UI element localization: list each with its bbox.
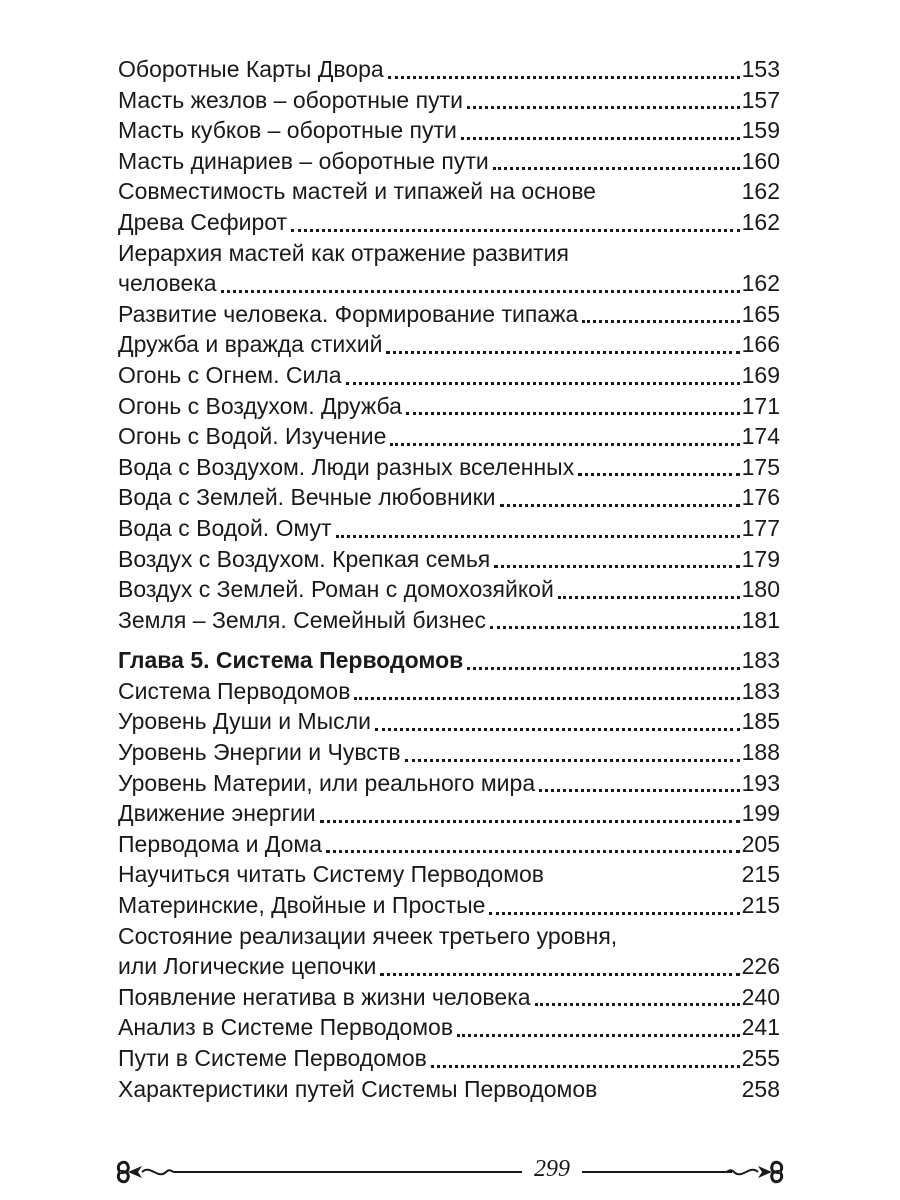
chapter-heading[interactable] <box>118 645 780 676</box>
toc-entry[interactable]: Иерархия мастей как отражение развития <box>118 239 569 266</box>
toc-entry-page: 180 <box>741 576 780 603</box>
toc-entry-page: 240 <box>741 983 780 1010</box>
toc-entry-page: 159 <box>741 117 780 144</box>
footer-rule-left <box>174 1171 522 1173</box>
toc-entry-title: Вода с Водой. Омут <box>118 514 332 541</box>
toc-entry-title: Материнские, Двойные и Простые <box>118 892 486 919</box>
toc-entry[interactable] <box>118 798 780 829</box>
chapter-title: Глава 5. Система Перводомов <box>118 647 464 674</box>
toc-group-1 <box>118 54 780 635</box>
toc-entry-page: 176 <box>741 484 780 511</box>
toc-entry-title: Вода с Землей. Вечные любовники <box>118 484 496 511</box>
toc-entry[interactable] <box>118 574 780 605</box>
dot-leader <box>346 382 740 385</box>
toc-entry[interactable] <box>118 829 780 860</box>
toc-entry-title: Уровень Души и Мысли <box>118 708 371 735</box>
toc-entry-title: Уровень Энергии и Чувств <box>118 739 401 766</box>
toc-entry-page: 166 <box>741 331 780 358</box>
toc-entry[interactable] <box>118 54 780 85</box>
toc-entry-title: Уровень Материи, или реального мира <box>118 769 536 796</box>
toc-entry-page: 165 <box>741 300 780 327</box>
toc-entry[interactable] <box>118 329 780 360</box>
dot-leader <box>493 167 740 170</box>
toc-entry-title: человека <box>118 270 217 297</box>
toc-entry[interactable] <box>118 268 780 299</box>
toc-entry-page: 215 <box>741 892 780 919</box>
footer-rule-right <box>582 1171 732 1173</box>
left-ornament-icon <box>112 1154 174 1190</box>
toc-entry[interactable] <box>118 890 780 921</box>
dot-leader <box>380 973 739 976</box>
toc-entry-page: 171 <box>741 392 780 419</box>
toc-entry[interactable] <box>118 1074 780 1105</box>
toc-entry-page: 193 <box>741 769 780 796</box>
dot-leader <box>494 565 739 568</box>
toc-entry-title: Вода с Воздухом. Люди разных вселенных <box>118 453 575 480</box>
dot-leader <box>431 1065 740 1068</box>
toc-entry-page: 199 <box>741 800 780 827</box>
toc-entry-title: Масть динариев – оборотные пути <box>118 147 489 174</box>
toc-entry[interactable] <box>118 1012 780 1043</box>
dot-leader <box>388 76 740 79</box>
dot-leader <box>405 759 740 762</box>
page-footer <box>112 1152 788 1192</box>
toc-entry-title: Научиться читать Систему Перводомов <box>118 861 545 888</box>
toc-entry-page: 179 <box>741 545 780 572</box>
dot-leader <box>461 137 740 140</box>
toc-entry-title: Характеристики путей Системы Перводомов <box>118 1075 598 1102</box>
dot-leader <box>582 320 739 323</box>
toc-entry[interactable] <box>118 544 780 575</box>
toc-entry-page: 162 <box>741 178 780 205</box>
dot-leader <box>457 1034 740 1037</box>
toc-entry-page: 162 <box>741 208 780 235</box>
dot-leader <box>489 912 739 915</box>
toc-entry[interactable]: Состояние реализации ячеек третьего уровня, <box>118 922 618 949</box>
toc-entry-title: Совместимость мастей и типажей на основе <box>118 178 596 205</box>
section-gap <box>118 635 780 645</box>
toc-entry-page: 157 <box>741 86 780 113</box>
toc-entry-title: Появление негатива в жизни человека <box>118 983 531 1010</box>
toc-entry-title: Движение энергии <box>118 800 316 827</box>
toc-entry[interactable] <box>118 452 780 483</box>
toc-entry-title: или Логические цепочки <box>118 953 377 980</box>
toc-entry[interactable] <box>118 768 780 799</box>
toc-entry[interactable] <box>118 176 780 207</box>
toc-entry-page: 183 <box>741 677 780 704</box>
toc-entry-page: 153 <box>741 56 780 82</box>
toc-entry[interactable] <box>118 859 780 890</box>
dot-leader <box>326 850 740 853</box>
toc-entry-title: Воздух с Воздухом. Крепкая семья <box>118 545 491 572</box>
toc-entry[interactable] <box>118 482 780 513</box>
toc-entry-title: Огонь с Огнем. Сила <box>118 361 342 388</box>
dot-leader <box>467 667 739 670</box>
dot-leader <box>500 504 740 507</box>
toc-entry-title: Система Перводомов <box>118 677 351 704</box>
toc-entry-page: 258 <box>741 1075 780 1102</box>
toc-entry-title: Масть жезлов – оборотные пути <box>118 86 463 113</box>
toc-entry-title: Дружба и вражда стихий <box>118 331 383 358</box>
toc-entry-page: 177 <box>741 514 780 541</box>
toc-entry-page: 174 <box>741 423 780 450</box>
dot-leader <box>221 290 740 293</box>
toc-entry[interactable] <box>118 513 780 544</box>
dot-leader <box>535 1003 740 1006</box>
dot-leader <box>406 412 740 415</box>
dot-leader <box>490 626 740 629</box>
toc-entry-page: 188 <box>741 739 780 766</box>
toc-entry-page: 185 <box>741 708 780 735</box>
toc-entry[interactable] <box>118 391 780 422</box>
toc-entry[interactable] <box>118 299 780 330</box>
toc-entry[interactable] <box>118 982 780 1013</box>
page-number: 299 <box>534 1156 570 1182</box>
toc-group-2 <box>118 676 780 1104</box>
toc-entry-page: 175 <box>741 453 780 480</box>
toc-entry-title: Оборотные Карты Двора <box>118 56 384 82</box>
toc-entry[interactable] <box>118 1043 780 1074</box>
dot-leader <box>375 728 740 731</box>
toc-entry[interactable] <box>118 146 780 177</box>
toc-entry-page: 226 <box>741 953 780 980</box>
chapter-page: 183 <box>741 647 780 674</box>
dot-leader <box>467 106 740 109</box>
toc-entry-page: 181 <box>741 606 780 633</box>
toc-entry-page: 215 <box>741 861 780 888</box>
toc-entry-title: Пути в Системе Перводомов <box>118 1045 427 1071</box>
toc-entry-title: Огонь с Воздухом. Дружба <box>118 392 402 419</box>
dot-leader <box>578 473 739 476</box>
toc-entry-title: Земля – Земля. Семейный бизнес <box>118 606 486 633</box>
toc-entry[interactable] <box>118 676 780 707</box>
toc-entry-title: Анализ в Системе Перводомов <box>118 1014 454 1041</box>
toc-entry[interactable] <box>118 115 780 146</box>
toc-entry-title: Огонь с Водой. Изучение <box>118 423 387 450</box>
dot-leader <box>558 596 740 599</box>
toc-entry-page: 160 <box>741 147 780 174</box>
dot-leader <box>320 820 740 823</box>
toc-entry-title: Развитие человека. Формирование типажа <box>118 300 579 327</box>
right-ornament-icon <box>726 1154 788 1190</box>
toc-entry[interactable] <box>118 360 780 391</box>
toc-entry-page: 162 <box>741 270 780 297</box>
toc-entry[interactable] <box>118 706 780 737</box>
toc-entry-page: 241 <box>741 1014 780 1041</box>
toc-entry-page: 169 <box>741 361 780 388</box>
toc-entry[interactable] <box>118 85 780 116</box>
toc-entry-title: Древа Сефирот <box>118 208 288 235</box>
toc-entry[interactable] <box>118 207 780 238</box>
toc-entry-page: 255 <box>741 1045 780 1071</box>
toc-entry[interactable] <box>118 951 780 982</box>
table-of-contents <box>118 54 780 1104</box>
dot-leader <box>539 789 740 792</box>
toc-entry[interactable] <box>118 605 780 636</box>
dot-leader <box>291 229 740 232</box>
dot-leader <box>386 351 739 354</box>
dot-leader <box>390 443 739 446</box>
toc-entry[interactable] <box>118 737 780 768</box>
toc-entry-page: 205 <box>741 830 780 857</box>
toc-entry[interactable] <box>118 421 780 452</box>
toc-entry-title: Перводома и Дома <box>118 830 323 857</box>
toc-entry-title: Масть кубков – оборотные пути <box>118 117 457 144</box>
dot-leader <box>354 697 739 700</box>
toc-entry-title: Воздух с Землей. Роман с домохозяйкой <box>118 576 554 603</box>
dot-leader <box>336 535 740 538</box>
